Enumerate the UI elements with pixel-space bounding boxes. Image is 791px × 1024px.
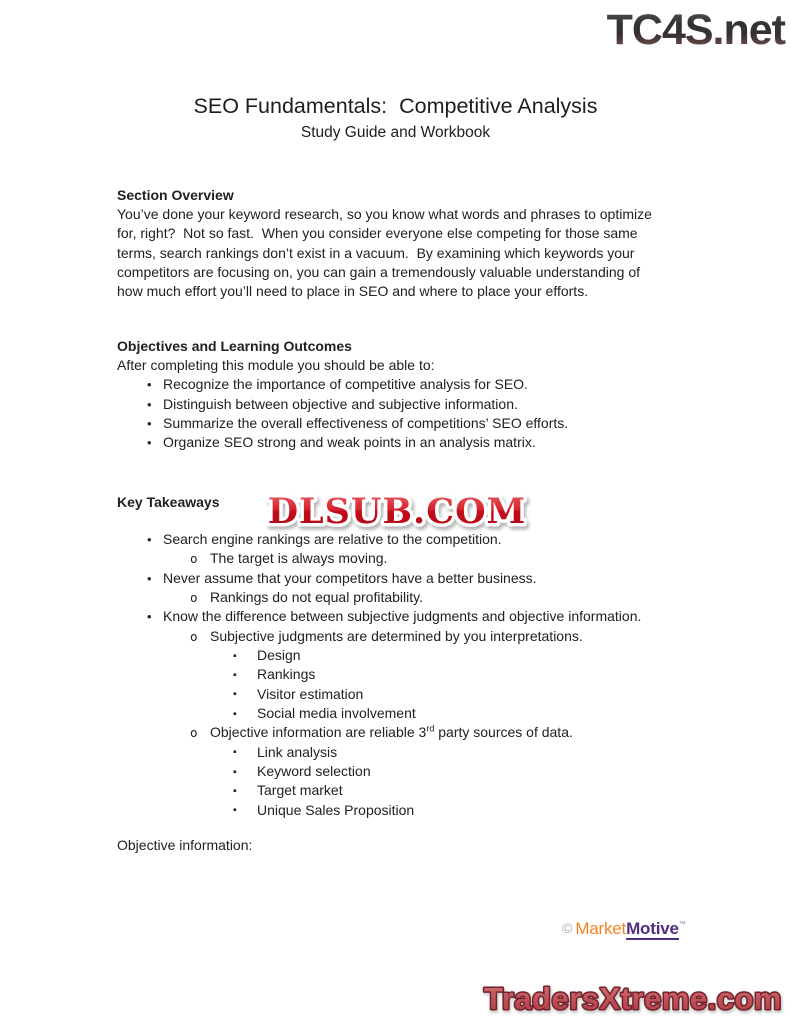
- marketmotive-motive-text: Motive: [626, 919, 679, 938]
- copyright-icon: ©: [562, 920, 573, 936]
- takeaway-item-text: Unique Sales Proposition: [257, 801, 415, 818]
- takeaway-item: [117, 665, 737, 684]
- takeaway-item-text: Design: [257, 647, 301, 664]
- trademark-icon: ™: [678, 921, 686, 928]
- section-overview: [117, 186, 665, 301]
- objective-item: [117, 433, 692, 452]
- marketmotive-logo: [562, 919, 686, 939]
- objectives-section: [117, 337, 692, 453]
- takeaway-item-text: Know the difference between subjective judgments and objective information.: [163, 608, 642, 625]
- square-bullet-icon: ▪: [233, 804, 237, 817]
- tc4s-watermark-logo: [557, 1, 789, 55]
- takeaway-item-text: Keyword selection: [257, 763, 371, 780]
- objective-item-text: Organize SEO strong and weak points in an analysis matrix.: [163, 434, 536, 451]
- marketmotive-market-text: Market: [575, 919, 627, 938]
- takeaway-item-text: Objective information are reliable 3rd party sources of data.: [210, 723, 573, 741]
- square-bullet-icon: ▪: [233, 746, 237, 759]
- closing-text: Objective information:: [117, 837, 253, 853]
- page-subtitle: Study Guide and Workbook: [300, 124, 491, 141]
- circle-bullet-icon: o: [190, 725, 198, 741]
- dlsub-watermark-logo: [249, 483, 545, 535]
- takeaway-item-text: Rankings: [257, 666, 316, 683]
- objectives-intro: After completing this module you should be able to:: [117, 357, 435, 374]
- circle-bullet-icon: o: [190, 590, 198, 606]
- takeaway-item-text: Visitor estimation: [257, 685, 364, 702]
- takeaway-item-text: Subjective judgments are determined by you interpretations.: [210, 627, 583, 644]
- takeaway-item: [117, 685, 737, 704]
- takeaway-item: [117, 723, 737, 742]
- disc-bullet-icon: •: [147, 377, 152, 393]
- takeaway-item-text: Link analysis: [257, 743, 338, 760]
- disc-bullet-icon: •: [147, 435, 152, 451]
- objectives-heading: Objectives and Learning Outcomes: [117, 338, 352, 354]
- square-bullet-icon: ▪: [233, 765, 237, 778]
- disc-bullet-icon: •: [147, 532, 152, 547]
- tradersxtreme-watermark-text: TradersXtreme.com: [484, 981, 782, 1016]
- key-takeaways-heading: Key Takeaways: [117, 494, 220, 510]
- square-bullet-icon: ▪: [233, 649, 237, 662]
- takeaway-item: [117, 588, 737, 607]
- disc-bullet-icon: •: [147, 570, 152, 586]
- takeaway-item-text: Social media involvement: [257, 705, 416, 722]
- dlsub-watermark-text: DLSUB.COM: [267, 491, 527, 532]
- circle-bullet-icon: o: [190, 551, 198, 567]
- objective-item: [117, 375, 692, 394]
- takeaway-item: [117, 704, 737, 723]
- square-bullet-icon: ▪: [233, 668, 237, 681]
- page-title: SEO Fundamentals: Competitive Analysis: [193, 94, 598, 118]
- tc4s-watermark-text: TC4S.net: [606, 6, 785, 54]
- title-block: [0, 94, 791, 142]
- square-bullet-icon: ▪: [233, 707, 237, 720]
- superscript-ordinal: rd: [426, 723, 435, 734]
- takeaway-item: [117, 569, 737, 588]
- takeaway-item: [117, 646, 737, 665]
- disc-bullet-icon: •: [147, 609, 152, 625]
- takeaway-item: [117, 549, 737, 568]
- objective-item-text: Recognize the importance of competitive analysis for SEO.: [163, 376, 528, 393]
- objective-item: [117, 414, 692, 433]
- takeaway-item: [117, 743, 737, 762]
- objective-item: [117, 395, 692, 414]
- tradersxtreme-watermark-logo: [466, 974, 788, 1022]
- takeaway-item: [117, 801, 737, 820]
- circle-bullet-icon: o: [190, 628, 198, 644]
- takeaway-item-text: Search engine rankings are relative to the competition.: [163, 531, 502, 547]
- disc-bullet-icon: •: [147, 396, 152, 412]
- square-bullet-icon: ▪: [233, 784, 237, 797]
- takeaway-item-text: Rankings do not equal profitability.: [210, 589, 423, 606]
- section-overview-paragraph: You’ve done your keyword research, so you know what words and phrases to optimize for, right? Not so fast. When you consider everyone else competing for those same terms, search rankings don’t exist in a vacuum. By examining which keywords your competitors are focusing on, you can gain a tremendously valuable understanding of how much effort you’ll need to place in SEO and where to place your efforts.: [117, 206, 656, 300]
- disc-bullet-icon: •: [147, 416, 152, 432]
- key-takeaways-list: [117, 530, 737, 820]
- takeaway-item: [117, 762, 737, 781]
- objective-item-text: Summarize the overall effectiveness of competitions’ SEO efforts.: [163, 415, 569, 432]
- takeaway-item-text: The target is always moving.: [210, 550, 388, 567]
- takeaway-item-text: Never assume that your competitors have a better business.: [163, 569, 537, 586]
- takeaway-item-text: Target market: [257, 782, 343, 799]
- objective-item-text: Distinguish between objective and subjective information.: [163, 395, 518, 412]
- square-bullet-icon: ▪: [233, 688, 237, 701]
- takeaway-item: [117, 781, 737, 800]
- takeaway-item: [117, 607, 737, 626]
- section-overview-heading: Section Overview: [117, 187, 234, 203]
- takeaway-item: [117, 627, 737, 646]
